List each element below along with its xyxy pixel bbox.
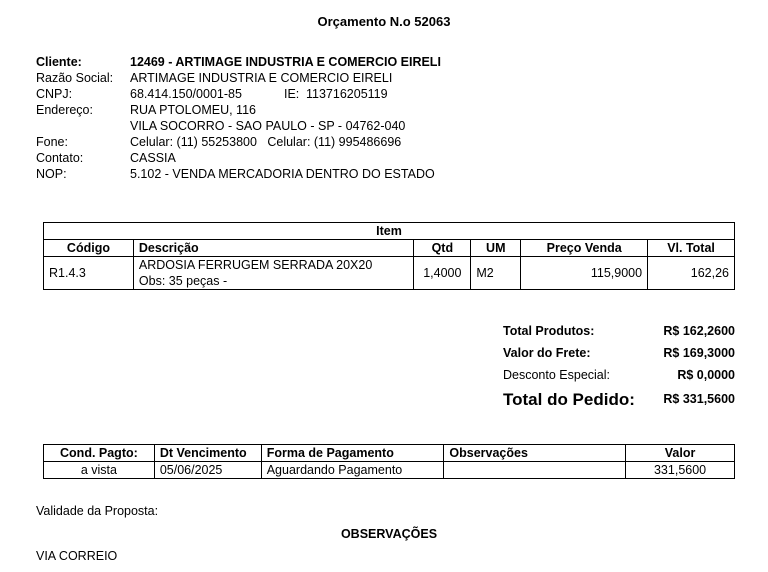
item-qtd: 1,4000 (414, 257, 471, 290)
observacoes-text: VIA CORREIO (36, 549, 118, 563)
observacoes-heading: OBSERVAÇÕES (340, 527, 438, 541)
valor-frete-label: Valor do Frete: (503, 346, 591, 360)
pay-valor: 331,5600 (626, 462, 735, 479)
cnpj-label: CNPJ: (36, 87, 73, 101)
pay-venc: 05/06/2025 (154, 462, 261, 479)
col-valor-header: Valor (626, 445, 735, 462)
nop-value: 5.102 - VENDA MERCADORIA DENTRO DO ESTADO (130, 167, 435, 181)
pay-obs (444, 462, 626, 479)
item-um: M2 (471, 257, 521, 290)
item-total: 162,26 (648, 257, 735, 290)
table-row (44, 462, 735, 479)
cnpj-value: 68.414.150/0001-85 (130, 87, 242, 101)
item-obs: Obs: 35 peças - (138, 274, 228, 288)
endereco-line1: RUA PTOLOMEU, 116 (130, 103, 256, 117)
valor-frete-value: R$ 169,3000 (663, 346, 735, 360)
item-descricao-cell (133, 257, 413, 290)
validade-label: Validade da Proposta: (36, 504, 159, 518)
total-produtos-label: Total Produtos: (503, 324, 595, 338)
col-descricao-header: Descrição (133, 240, 413, 257)
fone-value: Celular: (11) 55253800 Celular: (11) 995486696 (130, 135, 402, 149)
col-codigo-header: Código (44, 240, 134, 257)
total-pedido-value: R$ 331,5600 (663, 392, 735, 406)
cliente-value: 12469 - ARTIMAGE INDUSTRIA E COMERCIO EIRELI (130, 55, 441, 69)
table-row (44, 257, 735, 290)
total-pedido-label: Total do Pedido: (503, 390, 635, 409)
ie-value: 113716205119 (306, 87, 388, 101)
pay-forma: Aguardando Pagamento (261, 462, 444, 479)
contato-label: Contato: (36, 151, 84, 165)
col-um-header: UM (471, 240, 521, 257)
contato-value: CASSIA (130, 151, 176, 165)
razao-social-label: Razão Social: (36, 71, 114, 85)
col-venc-header: Dt Vencimento (154, 445, 261, 462)
col-cond-header: Cond. Pagto: (44, 445, 155, 462)
item-preco: 115,9000 (521, 257, 648, 290)
desconto-value: R$ 0,0000 (677, 368, 735, 382)
col-total-header: Vl. Total (648, 240, 735, 257)
document-title: Orçamento N.o 52063 (317, 14, 451, 29)
col-obs-header: Observações (444, 445, 626, 462)
item-codigo: R1.4.3 (44, 257, 134, 290)
col-qtd-header: Qtd (414, 240, 471, 257)
cliente-label: Cliente: (36, 55, 82, 69)
col-preco-header: Preço Venda (521, 240, 648, 257)
items-table (43, 222, 735, 290)
razao-social-value: ARTIMAGE INDUSTRIA E COMERCIO EIRELI (130, 71, 393, 85)
payment-table (43, 444, 735, 479)
pay-cond: a vista (44, 462, 155, 479)
endereco-label: Endereço: (36, 103, 93, 117)
ie-label: IE: (284, 87, 300, 101)
desconto-label: Desconto Especial: (503, 368, 611, 382)
fone-label: Fone: (36, 135, 68, 149)
total-produtos-value: R$ 162,2600 (663, 324, 735, 338)
items-caption: Item (44, 223, 735, 240)
col-forma-header: Forma de Pagamento (261, 445, 444, 462)
endereco-line2: VILA SOCORRO - SAO PAULO - SP - 04762-040 (130, 119, 406, 133)
nop-label: NOP: (36, 167, 67, 181)
item-descricao: ARDOSIA FERRUGEM SERRADA 20X20 (138, 258, 373, 272)
